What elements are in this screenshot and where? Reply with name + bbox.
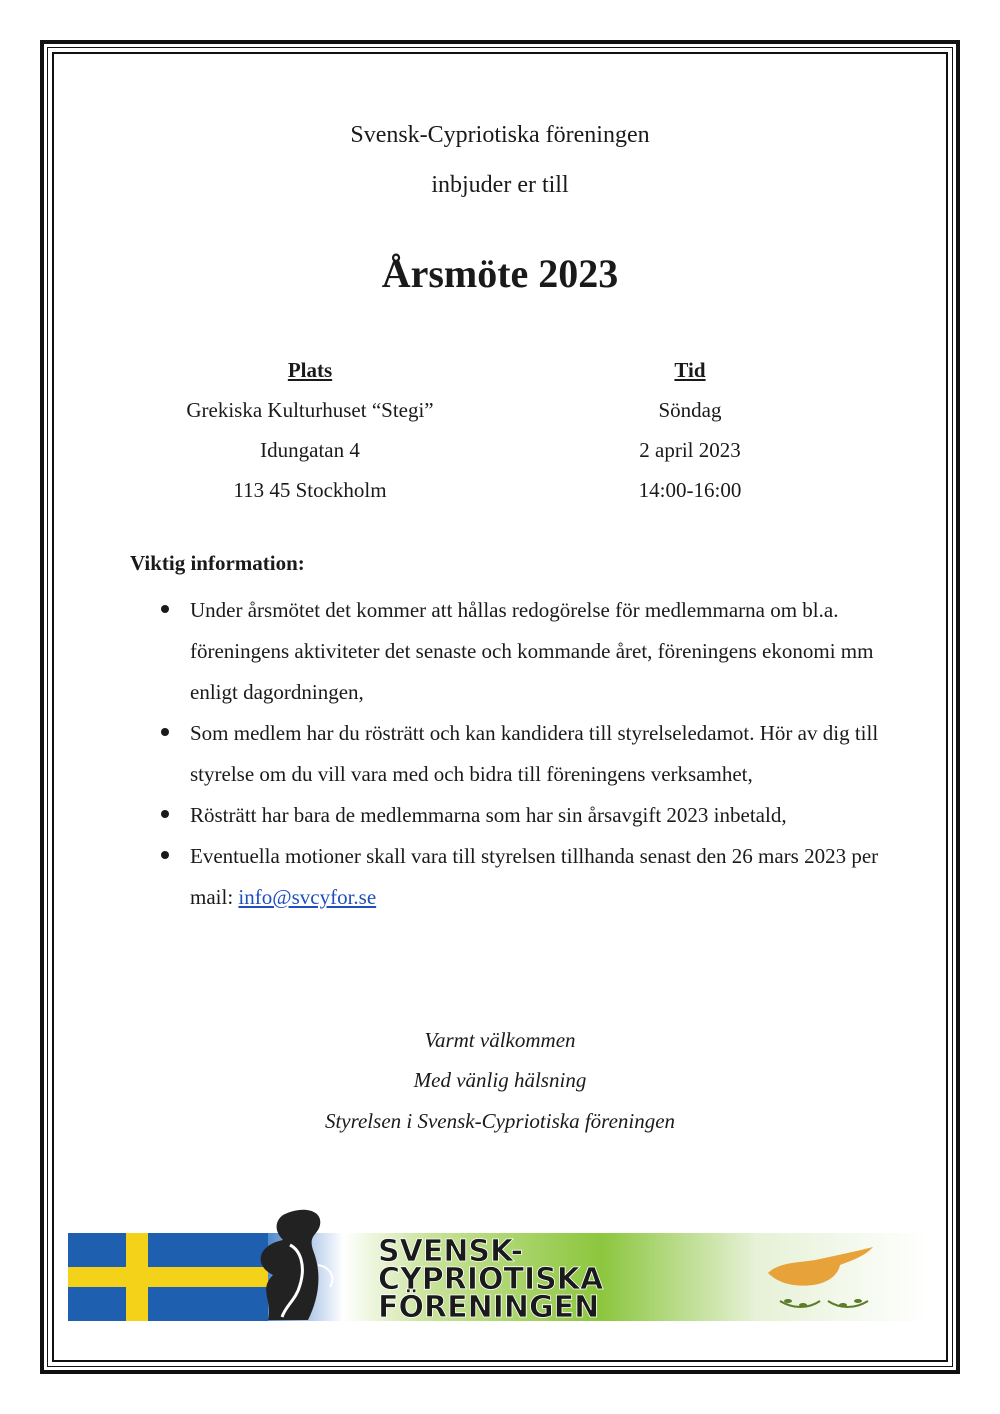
time-column [540,358,840,518]
closing-welcome: Varmt välkommen [424,1028,576,1052]
association-banner-logo [68,1205,928,1325]
page-title: Årsmöte 2023 [381,251,619,296]
closing-greeting: Med vänlig hälsning [413,1068,587,1092]
list-item [130,836,890,918]
time-date: 2 april 2023 [639,438,741,462]
invite-text: inbjuder er till [431,172,569,198]
logo-line-3: FÖRENINGEN [378,1290,600,1325]
email-link[interactable]: info@svcyfor.se [238,885,377,909]
logo-line-2: CYPRIOTISKA [378,1262,604,1297]
info-heading: Viktig information: [130,551,305,575]
list-item [130,795,890,836]
info-list [130,590,890,918]
list-item-text: Under årsmötet det kommer att hållas redogörelse för medlemmarna om bl.a. föreningens aktiviteter det senaste och kommande året, föreningens ekonomi mm enligt dagordningen, [190,598,874,704]
place-city: 113 45 Stockholm [233,478,387,502]
bullet-icon [161,810,169,818]
list-item [130,713,890,795]
list-item [130,590,890,713]
place-column [130,358,490,518]
list-item-text: Rösträtt har bara de medlemmarna som har sin årsavgift 2023 inbetald, [190,803,787,827]
logo-line-1: SVENSK- [378,1234,524,1269]
list-item-text: Eventuella motioner skall vara till styrelsen tillhanda senast den 26 mars 2023 per mail: [190,844,879,909]
organization-name: Svensk-Cypriotiska föreningen [350,122,650,148]
list-item-text: Som medlem har du rösträtt och kan kandidera till styrelseledamot. Hör av dig till styrelse om du vill vara med och bidra till föreningens verksamhet, [190,721,879,786]
bullet-icon [161,605,169,613]
place-street: Idungatan 4 [260,438,360,462]
swedish-flag-icon [68,1233,268,1321]
bullet-icon [161,728,169,736]
time-day: Söndag [658,398,722,422]
time-hours: 14:00-16:00 [638,478,742,502]
bullet-icon [161,851,169,859]
time-heading: Tid [674,358,706,382]
place-venue: Grekiska Kulturhuset “Stegi” [186,398,434,422]
closing-signature: Styrelsen i Svensk-Cypriotiska föreningen [324,1109,676,1133]
place-heading: Plats [287,358,333,382]
